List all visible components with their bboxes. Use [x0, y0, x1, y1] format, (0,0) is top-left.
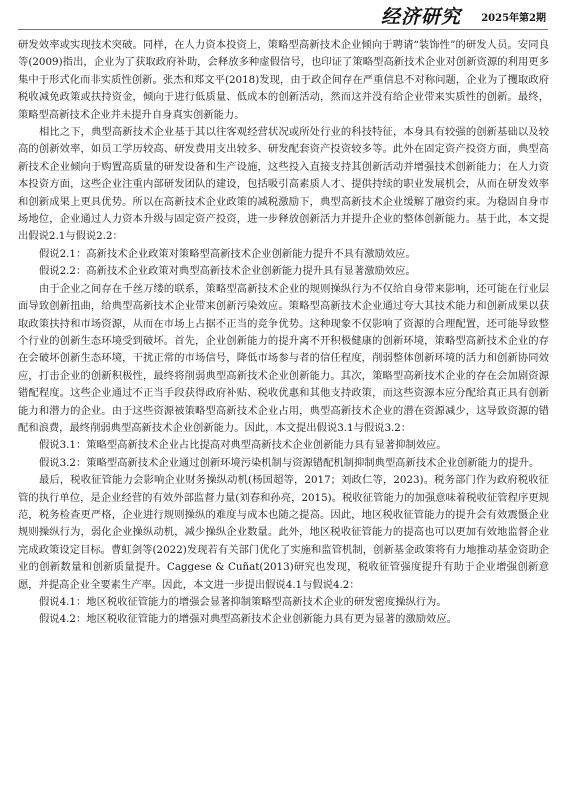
issue-label: 2025年第2期 [481, 13, 546, 24]
hypothesis-3-2: 假说3.2：策略型高新技术企业通过创新环境污染机制与资源错配机制抑制典型高新技术企业创新能力的提升。 [39, 456, 540, 469]
paragraph: 由于企业之间存在千丝万缕的联系，策略型高新技术企业的规则操纵行为不仅给自身带来影响，还可能在行业层面导致创新扭曲，给典型高新技术企业带来创新污染效应。策略型高新技术企业通过夸大其技术能力和创新成果以获取政策扶持和市场资源，从而在市场上占据不正当的竞争优势。这种现象不仅影响了资源的合理配置，还可能导致整个行业的创新生态环境受到破坏。首先，企业创新能力的提升离不开积极健康的创新环境，策略型高新技术企业的存在会破坏创新生态环境，干扰正常的市场信号，降低市场参与者的信任程度，削弱整体创新环境的活力和创新协同效应，打击企业的创新积极性，最终将削弱典型高新技术企业创新能力。其次，策略型高新技术企业的存在会加剧资源错配程度。这些企业通过不正当手段获得政府补贴、税收优惠和其他支持政策，而这些资源本应分配给真正具有创新能力和潜力的企业。由于这些资源被策略型高新技术企业占用，典型高新技术企业的潜在资源减少，这导致资源的错配和浪费，最终削弱典型高新技术企业创新能力。因此，本文提出假说3.1与假说3.2： [18, 282, 549, 434]
hypothesis-4-1: 假说4.1：地区税收征管能力的增强会显著抑制策略型高新技术企业的研发密度操纵行为。 [39, 596, 447, 608]
header-rule [18, 29, 548, 30]
paragraph: 最后，税收征管能力会影响企业财务操纵动机(杨国超等，2017；刘政仁等，2023)。税务部门作为政府税收征管的执行单位，是企业经营的有效外部监督力量(刘春和孙亮，2015)。税收征管能力的加强意味着税收征管程序更规范，税务检查更严格，企业进行规则操纵的难度与成本也随之提高。因此，地区税收征管能力的提升会有效震慑企业规则操纵行为，弱化企业操纵动机，减少操纵企业数量。此外，地区税收征管能力的提高也可以更加有效地监督企业完成政策设定目标。曹虹剑等(2022)发现若有关部门优化了实施和监管机制，创新基金政策将有力地推动基金资助企业的创新数量和创新质量提升。Caggese & Cuñat(2013)研究也发现，税收征管强度提升有助于企业增强创新意愿，并提高企业全要素生产率。因此，本文进一步提出假说4.1与假说4.2： [18, 474, 549, 591]
paragraph: 相比之下，典型高新技术企业基于其以往客观经营状况或所处行业的科技特征，本身具有较强的创新基础以及较高的创新效率，如员工学历较高、研发费用支出较多、研发配套资产投资较多等。此外在固定资产投资方面，典型高新技术企业倾向于购置高质量的研发设备和生产设施，这些投入直接支持其创新活动并增强技术创新能力；在人力资本投资方面，这些企业注重内部研发团队的建设，包括吸引高素质人才、提供持续的职业发展机会，从而在研发效率和创新成果上更具优势。所以在高新技术企业政策的减税激励下，典型高新技术企业缓解了融资约束。为稳固自身市场地位，企业通过人力资本升级与固定资产投资，进一步释放创新活力并提升企业的整体创新能力。基于此，本文提出假说2.1与假说2.2： [18, 126, 549, 243]
hypothesis-4-2: 假说4.2：地区税收征管能力的增强对典型高新技术企业创新能力具有更为显著的激励效应。 [39, 613, 457, 626]
hypothesis-2-1: 假说2.1：高新技术企业政策对策略型高新技术企业创新能力提升不具有激励效应。 [39, 247, 416, 260]
page-header [0, 0, 565, 28]
journal-title: 经济研究 [380, 6, 461, 28]
hypothesis-3-1: 假说3.1：策略型高新技术企业占比提高对典型高新技术企业创新能力具有显著抑制效应。 [39, 439, 447, 452]
paragraph-continued: 研发效率或实现技术突破。同样，在人力资本投资上，策略型高新技术企业倾向于聘请“装饰性”的研发人员。安同良等(2009)指出，企业为了获取政府补助，会释放多种虚假信号，也印证了策略型高新技术企业对创新资源的利用更多集中于形式化而非实质性创新。张杰和郑文平(2018)发现，由于政企间存在严重信息不对称问题，企业为了攫取政府税收减免政策或扶持资金，倾向于进行低质量、低成本的创新活动，然而这并没有给企业带来实质性的创新。最终，策略型高新技术企业并未提升自身真实创新能力。 [18, 39, 549, 121]
hypothesis-2-2: 假说2.2：高新技术企业政策对典型高新技术企业创新能力提升具有显著激励效应。 [39, 265, 416, 278]
article-body [18, 37, 549, 629]
